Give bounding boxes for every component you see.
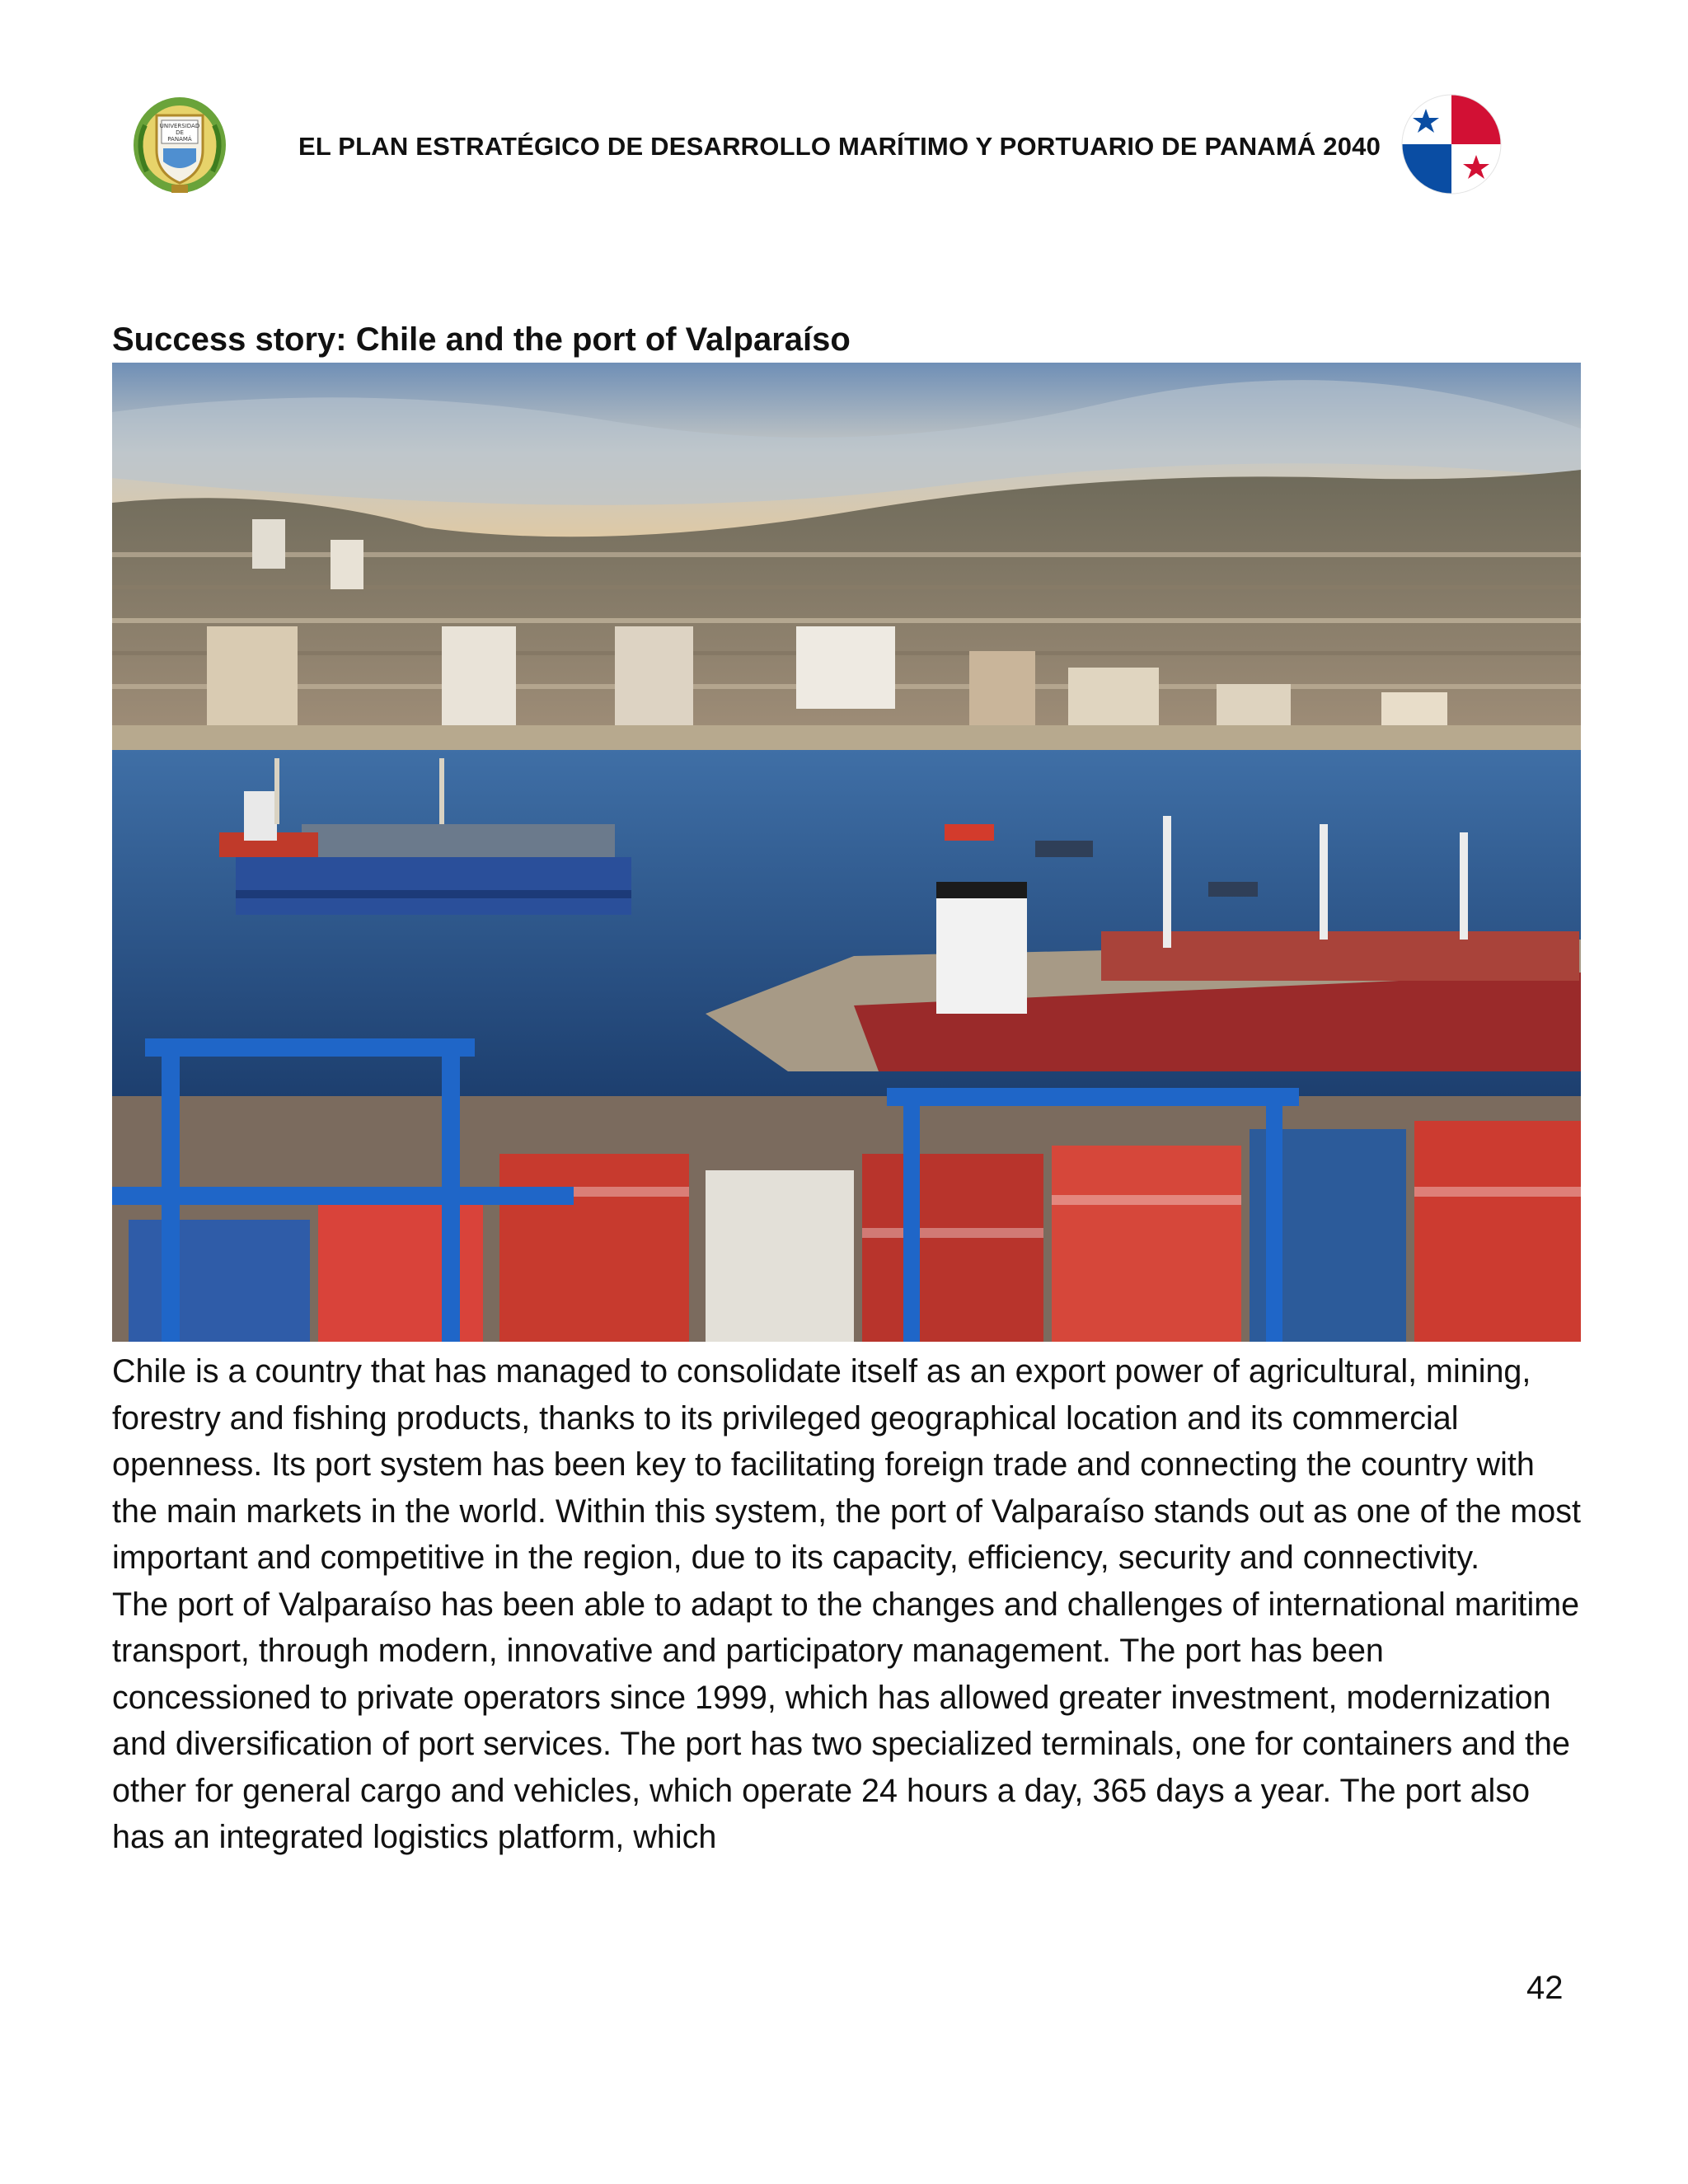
paragraph: Chile is a country that has managed to consolidate itself as an export power of agricultural, mining, forestry and fishing products, thanks to its privileged geographical location and its commercial openness. Its port system has been key to facilitating foreign trade and connecting the country with the main markets in the world. Within this system, the port of Valparaíso stands out as one of the most important and competitive in the region, due to its capacity, efficiency, security and connectivity.: [112, 1353, 1581, 1576]
body-text: [112, 1348, 1587, 1861]
section-title: Success story: Chile and the port of Valparaíso: [112, 321, 851, 358]
seal-text-2: DE: [176, 129, 184, 136]
university-seal-icon: [129, 92, 231, 199]
document-header-title: EL PLAN ESTRATÉGICO DE DESARROLLO MARÍTIMO Y PORTUARIO DE PANAMÁ 2040: [298, 132, 1381, 161]
panama-flag-icon: [1401, 94, 1502, 194]
port-of-valparaiso-photo: [112, 363, 1581, 1342]
seal-text-3: PANAMÁ: [167, 136, 192, 143]
page-number: 42: [1526, 1970, 1564, 2006]
seal-text-1: UNIVERSIDAD: [159, 123, 200, 129]
paragraph: The port of Valparaíso has been able to adapt to the changes and challenges of international maritime transport, through modern, innovative and participatory management. The port has been concessioned to private operators since 1999, which has allowed greater investment, modernization and diversification of port services. The port has two specialized terminals, one for containers and the other for general cargo and vehicles, which operate 24 hours a day, 365 days a year. The port also has an integrated logistics platform, which: [112, 1586, 1580, 1855]
